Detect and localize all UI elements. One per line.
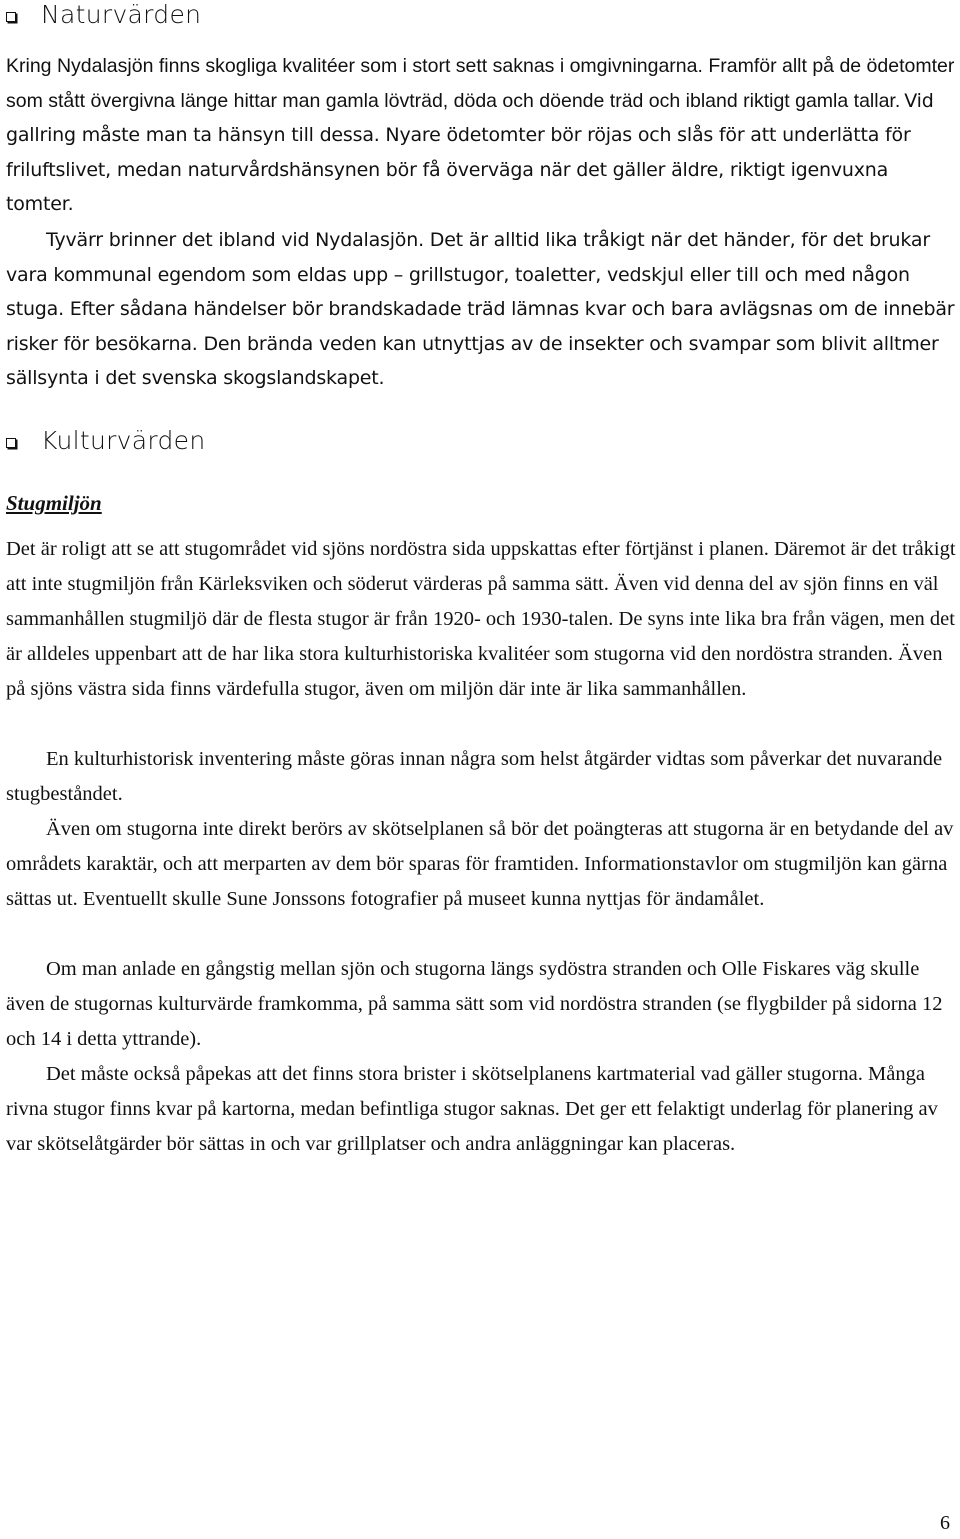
paragraph-naturvarden-1 (6, 49, 956, 222)
subheading-stugmiljon: Stugmiljön (6, 491, 102, 515)
section-heading-kulturvarden (6, 426, 206, 455)
paragraph-text: Även om stugorna inte direkt berörs av skötselplanen så bör det poängteras att stugorna är en betydande del av områdets karaktär, och att merparten av dem bör sparas för framtiden. Informationstavlor om stugmiljön kan gärna sättas ut. Eventuellt skulle Sune Jonssons fotografier på museet kunna nyttjas för ändamålet. (6, 818, 954, 910)
paragraph-text: Det är roligt att se att stugområdet vid sjöns nordöstra sida uppskattas efter förtjänst i planen. Däremot är det tråkigt att inte stugmiljön från Kärleksviken och söderut värderas på samma sätt. Även vid denna del av sjön finns en väl sammanhållen stugmiljö där de flesta stugor är från 1920- och 1930-talen. De syns inte lika bra från vägen, men det är alldeles uppenbart att de har lika stora kulturhistoriska kvalitéer som stugorna vid den nordöstra stranden. Även på sjöns västra sida finns värdefulla stugor, även om miljön där inte är lika sammanhållen. (6, 538, 956, 700)
paragraph-kulturvarden-3 (6, 812, 956, 917)
paragraph-kulturvarden-5 (6, 1057, 956, 1162)
paragraph-text: Om man anlade en gångstig mellan sjön och stugorna längs sydöstra stranden och Olle Fiskares väg skulle även de stugornas kulturvärde framkomma, på samma sätt som vid nordöstra stranden (se flygbilder på sidorna 12 och 14 i detta yttrande). (6, 958, 943, 1050)
paragraph-text: Vid gallring måste man ta hänsyn till dessa. Nyare ödetomter bör röjas och slås för att underlätta för friluftslivet, medan naturvårdshänsynen bör få överväga när det gäller äldre, riktigt igenvuxna tomter. (6, 89, 934, 215)
checkbox-bullet-icon (6, 438, 16, 448)
page-number: 6 (940, 1512, 950, 1534)
paragraph-text: Tyvärr brinner det ibland vid Nydalasjön. (46, 229, 424, 251)
paragraph-text: Det måste också påpekas att det finns stora brister i skötselplanens kartmaterial vad gäller stugorna. Många rivna stugor finns kvar på kartorna, medan befintliga stugor saknas. Det ger ett felaktigt underlag för planering av var skötselåtgärder bör sättas in och var grillplatser och andra anläggningar kan placeras. (6, 1063, 938, 1155)
section-heading-naturvarden (6, 0, 201, 29)
paragraph-naturvarden-2 (6, 223, 956, 396)
checkbox-bullet-icon (6, 12, 16, 22)
paragraph-kulturvarden-1 (6, 532, 956, 707)
paragraph-kulturvarden-2 (6, 742, 956, 812)
paragraph-text: Kring Nydalasjön finns skogliga kvalitéer som i stort sett saknas i omgivningarna. Framför allt på de ödetomter som stått övergivna länge hittar man gamla lövträd, döda och döende träd och ibland riktigt gamla tallar. (6, 55, 955, 112)
paragraph-text: Det är alltid lika tråkigt när det händer, för det brukar vara kommunal egendom som eldas upp – grillstugor, toaletter, vedskjul eller till och med någon stuga. Efter sådana händelser bör brandskadade träd lämnas kvar och bara avlägsnas om de innebär risker för besökarna. Den brända veden kan utnyttjas av de insekter och svampar som blivit alltmer sällsynta i det svenska skogslandskapet. (6, 229, 955, 389)
paragraph-kulturvarden-4 (6, 952, 956, 1057)
section-heading-text: Naturvärden (41, 0, 202, 29)
paragraph-text: En kulturhistorisk inventering måste göras innan några som helst åtgärder vidtas som påverkar det nuvarande stugbeståndet. (6, 748, 943, 805)
section-heading-text: Kulturvärden (41, 426, 206, 455)
